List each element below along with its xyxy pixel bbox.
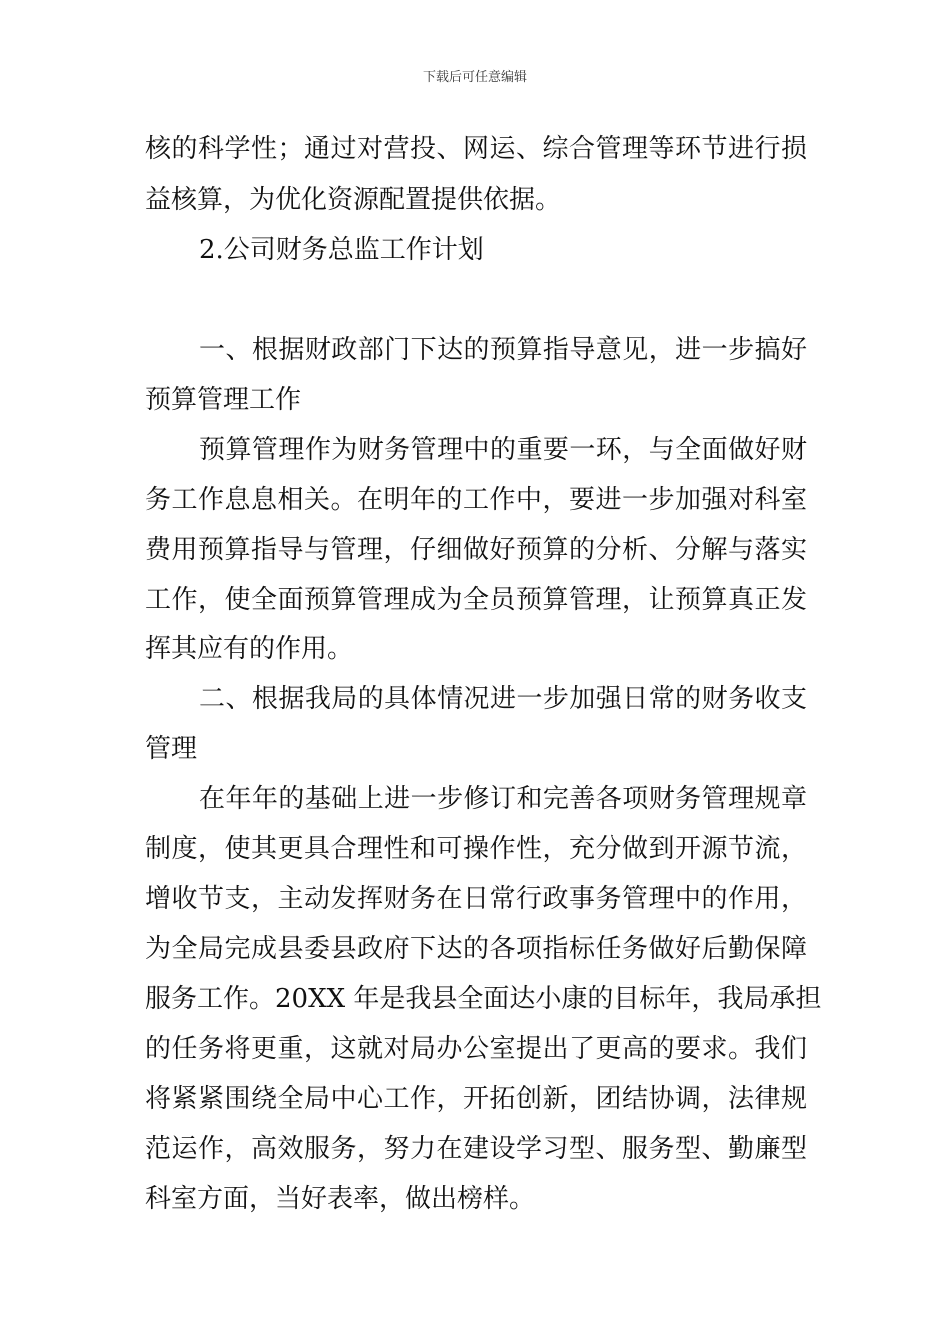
- section-heading: 2.公司财务总监工作计划: [199, 235, 484, 265]
- paragraph-line: 工作，使全面预算管理成为全员预算管理，让预算真正发: [145, 585, 807, 615]
- paragraph-line: 核的科学性；通过对营投、网运、综合管理等环节进行损: [145, 134, 807, 164]
- paragraph-line: 科室方面，当好表率，做出榜样。: [145, 1184, 536, 1214]
- paragraph-line: 服务工作。20XX 年是我县全面达小康的目标年，我局承担: [145, 984, 822, 1014]
- section-heading: 一、根据财政部门下达的预算指导意见，进一步搞好: [199, 335, 807, 365]
- section-heading: 管理: [145, 734, 198, 764]
- paragraph-line: 范运作，高效服务，努力在建设学习型、服务型、勤廉型: [145, 1134, 807, 1164]
- paragraph-line: 益核算，为优化资源配置提供依据。: [145, 185, 562, 215]
- paragraph-line: 制度，使其更具合理性和可操作性，充分做到开源节流，: [145, 834, 807, 864]
- paragraph-line: 将紧紧围绕全局中心工作，开拓创新，团结协调，法律规: [145, 1084, 807, 1114]
- section-heading: 二、根据我局的具体情况进一步加强日常的财务收支: [199, 684, 807, 714]
- paragraph-line: 预算管理作为财务管理中的重要一环，与全面做好财: [199, 435, 807, 465]
- paragraph-line: 务工作息息相关。在明年的工作中，要进一步加强对科室: [145, 485, 807, 515]
- paragraph-line: 增收节支，主动发挥财务在日常行政事务管理中的作用，: [145, 884, 807, 914]
- page-header: 下载后可任意编辑: [422, 70, 527, 85]
- section-heading: 预算管理工作: [145, 385, 302, 415]
- paragraph-line: 在年年的基础上进一步修订和完善各项财务管理规章: [199, 784, 807, 814]
- paragraph-line: 挥其应有的作用。: [145, 634, 354, 664]
- paragraph-line: 费用预算指导与管理，仔细做好预算的分析、分解与落实: [145, 535, 807, 565]
- paragraph-line: 为全局完成县委县政府下达的各项指标任务做好后勤保障: [145, 934, 807, 964]
- paragraph-line: 的任务将更重，这就对局办公室提出了更高的要求。我们: [145, 1034, 807, 1064]
